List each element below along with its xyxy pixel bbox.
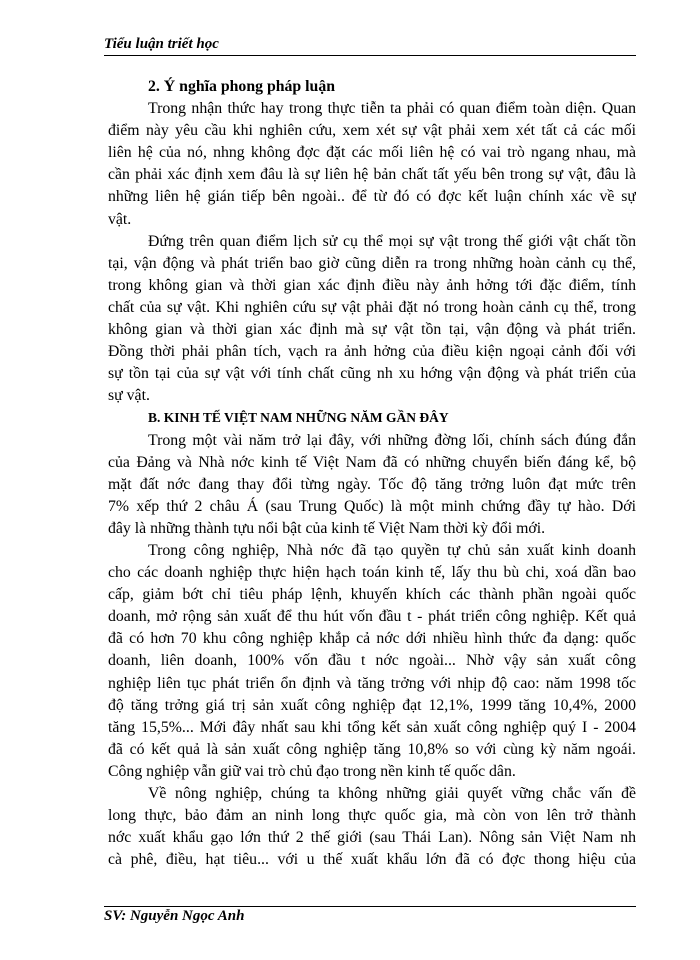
text-line: cấp, giảm bớt chỉ tiêu pháp lệnh, khuyến khích các thành phần ngoài quốc [108,586,636,604]
paragraph [108,231,636,408]
text-line: tại, vận động và phát triển bao giờ cũng diễn ra trong những hoàn cảnh cụ thể, [108,254,636,272]
text-line: doanh, liên doanh, 100% vốn đầu t nớc ngoài... Nhờ vậy sản xuất công [108,652,636,670]
text-line: cần phải xác định xem đâu là sự liên hệ bản chất tất yếu bên trong sự vật, đâu là [108,166,636,184]
text-line: doanh, mở rộng sản xuất để thu hút vốn đầu t - phát triển công nghiệp. Kết quả [108,608,636,626]
text-line: chất của sự vật. Khi nghiên cứu sự vật phải đặt nó trong hoàn cảnh cụ thể, trong [108,298,636,316]
text-line: đã có kết quả là sản xuất công nghiệp tăng 10,8% so với cùng kỳ năm ngoái. [108,740,636,758]
text-line: sự vật. [108,387,150,405]
text-line: Công nghiệp vẫn giữ vai trò chủ đạo trong nền kinh tế quốc dân. [108,762,516,780]
text-line: tăng 15,5%... Mới đây nhất sau khi tổng kết sản xuất công nghiệp quý I - 2004 [108,718,636,736]
text-line: không gian và thời gian xác định mà sự vật tồn tại, vận động và phát triển. [108,321,636,339]
text-line: vật. [108,210,132,228]
text-line: Đứng trên quan điểm lịch sử cụ thể mọi sự vật trong thế giới vật chất tồn [148,232,636,250]
text-line: nghiệp liên tục phát triển ổn định và tăng trởng với nhịp độ cao: năm 1998 tốc [108,674,636,692]
document-body [108,76,636,871]
text-line: Trong nhận thức hay trong thực tiễn ta phải có quan điểm toàn diện. Quan [148,100,636,118]
text-line: Trong công nghiệp, Nhà nớc đã tạo quyền tự chủ sản xuất kinh doanh [148,541,636,559]
text-line: độ tăng trởng giá trị sản xuất công nghiệp đạt 12,1%, 1999 tăng 10,4%, 2000 [108,696,636,714]
header-rule [104,55,636,56]
text-line: nớc xuất khẩu gạo lớn thứ 2 thế giới (sau Thái Lan). Nông sản Việt Nam nh [108,829,636,847]
text-line: đây là những thành tựu nổi bật của kinh tế Việt Nam thời kỳ đổi mới. [108,519,546,537]
text-line: của Đảng và Nhà nớc kinh tế Việt Nam đã có những chuyển biến đáng kể, bộ [108,453,636,471]
text-line: 7% xếp thứ 2 châu Á (sau Trung Quốc) là một minh chứng đầy tự hào. Dới [108,497,636,515]
text-line: đã có hơn 70 khu công nghiệp khắp cả nớc dới nhiều hình thức đa dạng: quốc [108,630,636,648]
text-line: trong không gian và thời gian xác định điều này ảnh hởng tới đặc điểm, tính [108,276,636,294]
section-heading: 2. Ý nghĩa phong pháp luận [148,78,336,95]
text-line: Về nông nghiệp, chúng ta không những giải quyết vững chắc vấn đề [148,785,636,802]
text-line: Trong một vài năm trở lại đây, với những đờng lối, chính sách đúng đắn [148,431,636,449]
text-line: cho các doanh nghiệp thực hiện hạch toán kinh tế, lấy thu bù chi, xoá dần bao [108,564,636,582]
text-line: liên hệ của nó, nhng không đợc đặt các mối liên hệ có vai trò ngang nhau, mà [108,144,636,162]
footer-rule [104,906,636,907]
paragraph [108,540,636,783]
running-footer: SV: Nguyễn Ngọc Anh [104,908,245,924]
text-line: cà phê, điều, hạt tiêu... với u thế xuất khẩu lớn đã có đợc thong hiệu của [108,851,636,869]
text-line: điểm này yêu cầu khi nghiên cứu, xem xét sự vật phải xem xét tất cả các mối [108,122,636,140]
section-heading: B. KINH TẾ VIỆT NAM NHỮNG NĂM GẦN ĐÂY [148,410,449,426]
text-line: long thực, bảo đảm an ninh long thực quốc gia, mà còn von lên trở thành [108,807,636,825]
text-line: sự tồn tại của sự vật với tính chất cũng nh xu hớng vận động và phát triển của [108,365,636,383]
text-line: những liên hệ gián tiếp bên ngoài.. để từ đó có đợc kết luận chính xác về sự [108,188,636,206]
paragraph [108,430,636,540]
running-header: Tiểu luận triết học [104,36,219,52]
text-line: Đồng thời phải phân tích, vạch ra ảnh hởng của điều kiện ngoại cảnh đối với [108,343,636,361]
text-line: mặt đất nớc đang thay đổi từng ngày. Tốc độ tăng trởng luôn đạt mức trên [108,475,636,493]
paragraph [108,783,636,871]
paragraph [108,98,636,231]
